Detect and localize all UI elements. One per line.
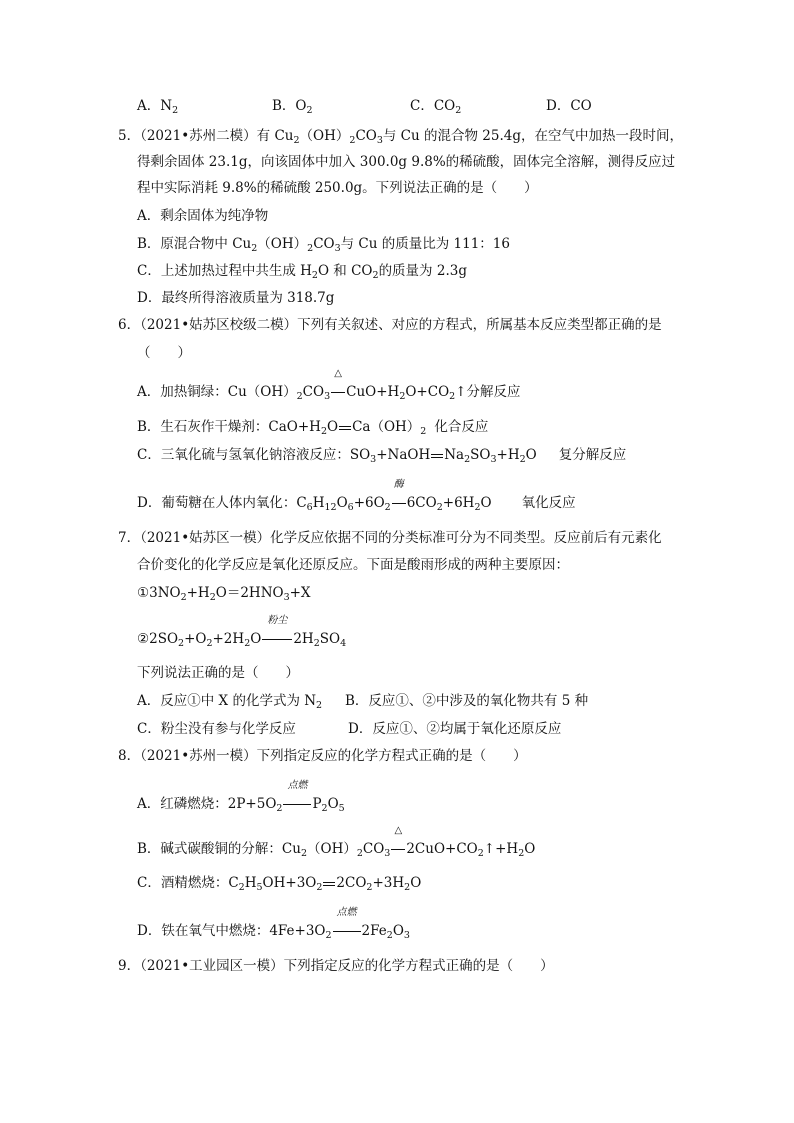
q9-stem: 9．（2021•工业园区一模）下列指定反应的化学方程式正确的是（ ）: [118, 958, 554, 974]
q7-stem-line-1: 7．（2021•姑苏区一模）化学反应依据不同的分类标准可分为不同类型。反应前后有元素化: [118, 530, 662, 546]
ignite-condition-arrow: 点燃: [332, 922, 362, 940]
q4-option-c[interactable]: C．$CO_2$: [410, 98, 462, 116]
q6-option-a[interactable]: A．加热铜绿：$Cu(OH)_2CO_3$ △ $CuO+H_2O+CO_2↑$分解反应: [137, 368, 521, 402]
q6-option-c[interactable]: C．三氧化硫与氢氧化钠溶液反应：$SO_3+NaOH$ $Na_2SO_3+H_2O$ 复分解反应: [137, 447, 627, 465]
ignite-condition-arrow: 点燃: [282, 795, 312, 813]
q8-option-d[interactable]: D．铁在氧气中燃烧：$4Fe+3O_2$ 点燃 $2Fe_2O_3$: [137, 907, 410, 941]
q8-option-a[interactable]: A．红磷燃烧：$2P+5O_2$ 点燃 $P_2O_5$: [137, 780, 345, 814]
q5-option-c[interactable]: C．上述加热过程中共生成 $H_2O$ 和 $CO_2$的质量为 2.3g: [137, 263, 467, 281]
q5-option-d[interactable]: D．最终所得溶液质量为 318.7g: [137, 290, 335, 306]
q6-stem-line-2: （ ）: [137, 345, 191, 361]
q5-stem-line-2: 得剩余固体 23.1g，向该固体中加入 300.0g 9.8%的稀硫酸，固体完全溶解，测得反应过: [137, 154, 676, 170]
q6-option-d[interactable]: D．葡萄糖在人体内氧化：$C_6H_{12}O_6+6O_2$ 酶 $6CO_2+6H_2O$ 氧化反应: [137, 479, 576, 513]
q7-stem-line-2: 合价变化的化学反应是氧化还原反应。下面是酸雨形成的两种主要原因：: [137, 557, 569, 573]
enzyme-condition-arrow: 酶: [391, 494, 407, 512]
heat-condition-arrow: △: [390, 840, 406, 858]
q4-option-a[interactable]: A．$N_2$: [137, 98, 179, 116]
q7-option-b[interactable]: B．反应①、②中涉及的氧化物共有 5 种: [345, 693, 589, 709]
dust-condition-arrow: 粉尘: [261, 630, 293, 648]
q7-question: 下列说法正确的是（ ）: [137, 665, 299, 681]
q5-option-a[interactable]: A．剩余固体为纯净物: [137, 208, 269, 224]
q6-stem-line-1: 6．（2021•姑苏区校级二模）下列有关叙述、对应的方程式，所属基本反应类型都正确的是: [118, 317, 662, 333]
equals-sign: [430, 446, 444, 464]
q7-reaction-1: $①3NO_2+H_2O=2HNO_3+X$: [137, 585, 311, 603]
q7-option-d[interactable]: D．反应①、②均属于氧化还原反应: [348, 721, 562, 737]
q8-option-c[interactable]: C．酒精燃烧：$C_2H_5OH+3O_2$ $2CO_2+3H_2O$: [137, 875, 422, 893]
q7-reaction-2: $②2SO_2+O_2+2H_2O$ 粉尘 $2H_2SO_4$: [137, 615, 347, 649]
heat-condition-arrow: △: [330, 383, 346, 401]
q8-option-b[interactable]: B．碱式碳酸铜的分解：$Cu_2(OH)_2CO_3$ △ $2CuO+CO_2↑+H_2O$: [137, 825, 536, 859]
q5-option-b[interactable]: B．原混合物中 $Cu_2(OH)_2CO_3$与 Cu 的质量比为 111：16: [137, 236, 510, 254]
q7-option-a[interactable]: A．反应①中 X 的化学式为 $N_2$: [137, 693, 323, 711]
q5-stem-line-3: 程中实际消耗 9.8%的稀硫酸 250.0g。下列说法正确的是（ ）: [137, 180, 538, 196]
equals-sign: [322, 874, 336, 892]
equals-sign: [338, 418, 352, 436]
q5-stem-line-1: 5．（2021•苏州二模）有 $Cu_2(OH)_2CO_3$与 Cu 的混合物 25.4g，在空气中加热一段时间，: [118, 128, 683, 146]
q8-stem: 8．（2021•苏州一模）下列指定反应的化学方程式正确的是（ ）: [118, 748, 527, 764]
q7-option-c[interactable]: C．粉尘没有参与化学反应: [137, 721, 296, 737]
q6-option-b[interactable]: B．生石灰作干燥剂：$CaO+H_2O$ $Ca(OH)_2$ 化合反应: [137, 419, 489, 437]
q4-option-d[interactable]: D．CO: [546, 98, 592, 114]
q4-option-b[interactable]: B．$O_2$: [272, 98, 313, 116]
